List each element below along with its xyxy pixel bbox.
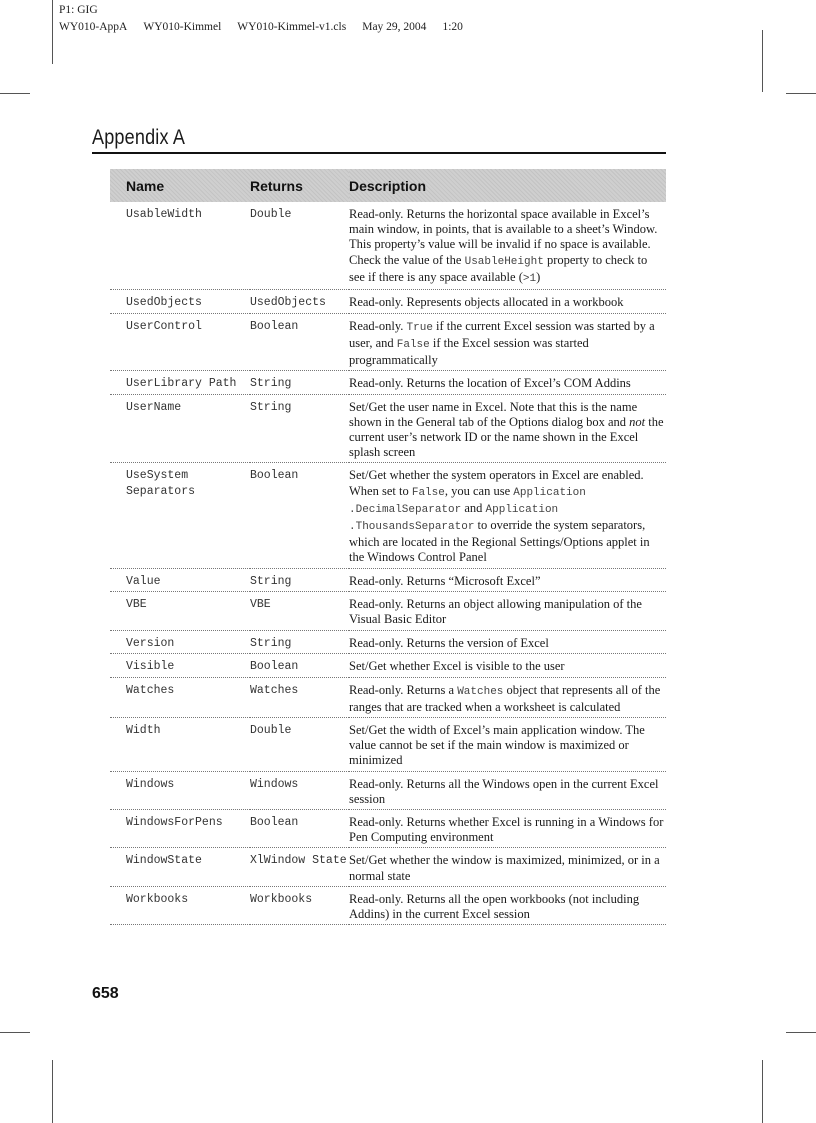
emphasis-text: not [629, 414, 646, 429]
description-text: Set/Get whether the system operators in Excel are enabled. When set to [349, 468, 644, 498]
property-return-type: Double [250, 717, 349, 771]
property-return-type: Boolean [250, 313, 349, 371]
crop-mark [786, 93, 816, 94]
description-text: to override the system separators, which are located in the Regional Settings/Options applet in the Windows Control Panel [349, 518, 650, 565]
property-return-type: Boolean [250, 463, 349, 568]
description-text: Read-only. Returns all the open workbooks (not including Addins) in the current Excel session [349, 891, 640, 921]
table-row [110, 202, 666, 290]
table-row [110, 717, 666, 771]
property-name: Workbooks [110, 886, 250, 924]
page-number: 658 [92, 985, 119, 1002]
description-text: Read-only. Represents objects allocated in a workbook [349, 295, 624, 310]
description-text: Read-only. Returns “Microsoft Excel” [349, 573, 541, 588]
property-return-type: Double [250, 202, 349, 290]
property-description [349, 371, 666, 395]
table-header-row [110, 169, 666, 202]
property-return-type: String [250, 371, 349, 395]
property-return-type: String [250, 568, 349, 592]
description-text: Read-only. Returns whether Excel is running in a Windows for Pen Computing environment [349, 814, 664, 845]
property-description [349, 290, 666, 314]
property-return-type: Watches [250, 677, 349, 717]
table-row [110, 809, 666, 847]
description-text: Set/Get whether the window is maximized, minimized, or in a normal state [349, 853, 660, 883]
crop-mark [0, 1032, 30, 1033]
description-text: if the Excel session was started programmatically [349, 335, 589, 367]
property-description [349, 654, 666, 678]
crop-mark [786, 1032, 816, 1033]
table-row [110, 630, 666, 654]
description-text: Set/Get the user name in Excel. Note that this is the name shown in the General tab of the Options dialog box and [349, 399, 638, 429]
property-name: Windows [110, 771, 250, 809]
property-return-type: Windows [250, 771, 349, 809]
property-name: Version [110, 630, 250, 654]
property-name: UserLibrary Path [110, 371, 250, 395]
description-text: Read-only. Returns a [349, 682, 458, 697]
property-description [349, 809, 666, 847]
table-row [110, 313, 666, 371]
description-text: Read-only. Returns an object allowing manipulation of the Visual Basic Editor [349, 597, 642, 627]
crop-mark [762, 30, 763, 92]
property-name: WindowState [110, 848, 250, 886]
property-return-type: Boolean [250, 654, 349, 678]
description-text: and [461, 500, 486, 515]
description-text: Read-only. Returns the horizontal space available in Excel’s main window, in points, that is available to a sheet’s Window. This property’s value will be invalid if no space is available. Check the value of the [349, 207, 658, 267]
title-rule [92, 152, 666, 154]
table-row [110, 463, 666, 568]
inline-code: Watches [457, 685, 504, 698]
property-description [349, 568, 666, 592]
slug-author-id: WY010-Kimmel [143, 21, 222, 33]
crop-mark [52, 1060, 53, 1123]
property-return-type: String [250, 394, 349, 463]
table-row [110, 677, 666, 717]
property-description [349, 848, 666, 886]
crop-mark [762, 1060, 763, 1123]
inline-code: Application .ThousandsSeparator [349, 503, 559, 534]
slug-class-file: WY010-Kimmel-v1.cls [237, 21, 347, 33]
property-description [349, 886, 666, 924]
property-description [349, 463, 666, 568]
property-return-type: XlWindow State [250, 848, 349, 886]
description-text: , you can use [444, 483, 514, 498]
property-name: Value [110, 568, 250, 592]
property-name: Visible [110, 654, 250, 678]
property-name: UserControl [110, 313, 250, 371]
inline-code: UsableHeight [464, 255, 544, 268]
property-name: UsedObjects [110, 290, 250, 314]
crop-mark [0, 93, 30, 94]
table-row [110, 371, 666, 395]
description-text: Set/Get whether Excel is visible to the user [349, 659, 565, 674]
column-header-description: Description [349, 169, 666, 202]
description-text: the current user’s network ID or the name shown in the Excel splash screen [349, 414, 664, 460]
property-name: WindowsForPens [110, 809, 250, 847]
property-return-type: Workbooks [250, 886, 349, 924]
property-description [349, 592, 666, 630]
column-header-name: Name [110, 169, 250, 202]
property-name: Watches [110, 677, 250, 717]
slug-line-1: P1: GIG [59, 4, 98, 16]
table-row [110, 886, 666, 924]
property-name: VBE [110, 592, 250, 630]
description-text: property to check to see if there is any space available ( [349, 252, 648, 284]
property-name: Width [110, 717, 250, 771]
description-text: if the current Excel session was started by a user, and [349, 318, 655, 350]
property-description [349, 717, 666, 771]
slug-date: May 29, 2004 [362, 21, 427, 33]
property-return-type: Boolean [250, 809, 349, 847]
inline-code: True [406, 321, 433, 334]
table-row [110, 848, 666, 886]
column-header-returns: Returns [250, 169, 349, 202]
table-row [110, 290, 666, 314]
inline-code: >1 [522, 272, 537, 285]
property-description [349, 394, 666, 463]
property-description [349, 313, 666, 371]
property-name: UseSystem Separators [110, 463, 250, 568]
property-description [349, 771, 666, 809]
property-description [349, 202, 666, 290]
slug-line-2 [59, 19, 479, 36]
inline-code: False [411, 486, 445, 499]
description-text: ) [536, 269, 541, 284]
property-return-type: UsedObjects [250, 290, 349, 314]
table-row [110, 654, 666, 678]
table-row [110, 394, 666, 463]
slug-file-id: WY010-AppA [59, 21, 128, 33]
property-description [349, 630, 666, 654]
description-text: Read-only. Returns the version of Excel [349, 635, 549, 650]
properties-table [110, 169, 666, 925]
table-row [110, 568, 666, 592]
inline-code: False [396, 338, 430, 351]
description-text: Read-only. Returns the location of Excel’s COM Addins [349, 376, 631, 391]
table-row [110, 592, 666, 630]
appendix-title: Appendix A [92, 126, 186, 149]
property-return-type: String [250, 630, 349, 654]
description-text: object that represents all of the ranges that are tracked when a worksheet is calculated [349, 682, 661, 714]
crop-mark [52, 0, 53, 64]
property-name: UsableWidth [110, 202, 250, 290]
print-slug [59, 2, 479, 36]
property-description [349, 677, 666, 717]
property-return-type: VBE [250, 592, 349, 630]
description-text: Read-only. [349, 318, 407, 333]
inline-code: Application .DecimalSeparator [349, 486, 586, 516]
table-row [110, 771, 666, 809]
description-text: Set/Get the width of Excel’s main application window. The value cannot be set if the main window is maximized or minimized [349, 722, 645, 768]
property-name: UserName [110, 394, 250, 463]
slug-time: 1:20 [442, 21, 463, 33]
description-text: Read-only. Returns all the Windows open in the current Excel session [349, 776, 659, 806]
